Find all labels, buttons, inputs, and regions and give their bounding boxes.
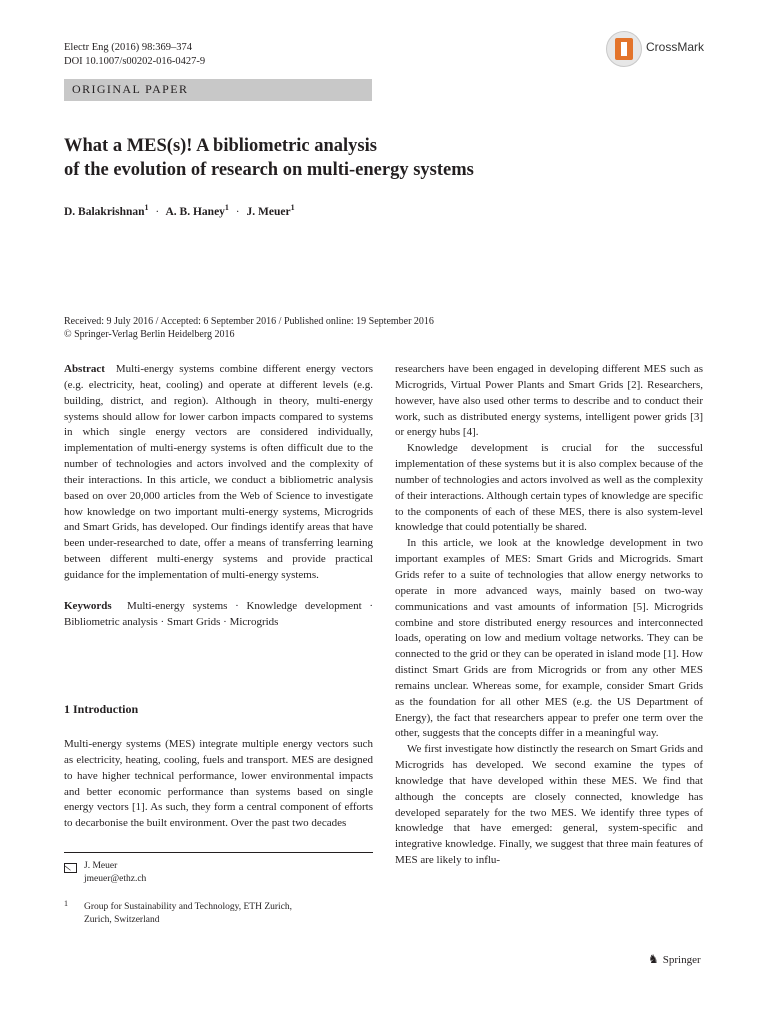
keywords-label: Keywords [64, 599, 112, 612]
author-affiliation-mark: 1 [290, 203, 295, 212]
author-name[interactable]: D. Balakrishnan [64, 205, 145, 218]
left-column [64, 362, 373, 631]
publication-dates [64, 315, 434, 341]
contact-name: J. Meuer [84, 861, 118, 871]
right-para-2: Knowledge development is crucial for the successful implementation of these systems but it is also complex because of the number of technologies and actors involved as well as the complexity of their interactions. Although certain types of knowledge are specific to the components of each of these MES, there is also system-level knowledge that could potentially be shared. [395, 442, 703, 534]
crossmark-label: CrossMark [646, 40, 705, 54]
contact-email[interactable]: jmeuer@ethz.ch [84, 874, 147, 884]
springer-horse-icon: ♞ [648, 952, 659, 966]
envelope-icon [64, 863, 77, 873]
author-affiliation-mark: 1 [144, 203, 149, 212]
keywords [64, 599, 373, 631]
right-para-3: In this article, we look at the knowledge development in two important examples of MES: Smart Grids and Microgrids. Smart Grids refer to a suite of technologies that allow energy networks to operate in more advanced ways, mainly based on two-way communications and vast amounts of information [5]. Microgrids combine and store distributed energy resources and interconnected loads, operating on low and medium voltage networks. They can be connected to the grid or they can be operated in island mode [1]. How distinct Smart Grids are from Microgrids or from any other MES remains unclear. Whereas some, for example, consider Smart Grids as the foundation for all other MES (e.g. the US Department of Energy), the fact that researchers appear to prefer one term over the other, suggests that the concepts differ in a meaningful way. [395, 537, 703, 740]
crossmark-icon [606, 31, 642, 67]
affiliation-number: 1 [64, 899, 68, 908]
journal-meta [64, 41, 205, 69]
section-tag-label: ORIGINAL PAPER [72, 82, 189, 96]
author-separator: · [235, 205, 240, 218]
title-line-2: of the evolution of research on multi-energy systems [64, 160, 474, 180]
affiliation-line-1: Group for Sustainability and Technology, ETH Zurich, [84, 902, 293, 912]
right-para-4: We first investigate how distinctly the research on Smart Grids and Microgrids has developed. We second examine the types of knowledge that have developed within these MES. We find that although the concepts are closely connected, knowledge has developed separately for the two MES. We identify three types of knowledge that have emerged: general, system-specific and integrative knowledge. Finally, we suggest that three main features of MES are likely to influ- [395, 743, 703, 867]
right-column [395, 362, 703, 869]
intro-para-1: Multi-energy systems (MES) integrate multiple energy vectors such as electricity, heating, cooling, fuels and transport. MES are designed to have higher technical performance, lower environmental impacts and better economic performance than systems based on single energy vectors [1]. As such, they form a central component of efforts to decarbonise the built environment. Over the past two decades [64, 738, 373, 830]
author-name[interactable]: J. Meuer [246, 205, 291, 218]
doi-line: DOI 10.1007/s00202-016-0427-9 [64, 56, 206, 67]
crossmark-badge[interactable] [606, 31, 716, 71]
affiliation-line-2: Zurich, Switzerland [84, 915, 160, 925]
right-para-1: researchers have been engaged in developing different MES such as Microgrids, Virtual Power Plants and Smart Grids [2]. Researchers, however, have also used other terms to describe and to conduct their work, such as distributed energy systems, intelligent power grids [3] or energy hubs [4]. [395, 363, 703, 439]
keywords-text: Multi-energy systems · Knowledge development · Bibliometric analysis · Smart Grids · Microgrids [64, 599, 374, 628]
publisher-name: Springer [662, 954, 701, 966]
journal-citation: Electr Eng (2016) 98:369–374 [64, 42, 193, 53]
section-tag [64, 79, 372, 101]
corresponding-author [84, 860, 146, 886]
author-name[interactable]: A. B. Haney [165, 205, 225, 218]
author-separator: · [155, 205, 160, 218]
affiliation [84, 901, 292, 927]
copyright-line: © Springer-Verlag Berlin Heidelberg 2016 [64, 329, 235, 340]
author-list [64, 203, 295, 218]
abstract [64, 362, 373, 584]
abstract-label: Abstract [64, 363, 105, 375]
footnote-divider [64, 852, 373, 853]
dates-line: Received: 9 July 2016 / Accepted: 6 September 2016 / Published online: 19 September 2016 [64, 316, 434, 327]
publisher-footer [648, 952, 701, 967]
title-line-1: What a MES(s)! A bibliometric analysis [64, 136, 377, 156]
introduction-paragraph [64, 737, 373, 832]
abstract-text: Multi-energy systems combine different energy vectors (e.g. electricity, heat, cooling) and operate at different levels (e.g. building, district, and region). Although in theory, multi-energy systems should allow for lower carbon impacts compared to systems in which single energy vectors are considered individually, implementation of multi-energy systems is often difficult due to the number of technologies and actors involved and the complexity of their interactions. In this article, we conduct a bibliometric analysis based on over 20,000 articles from the Web of Science to investigate how knowledge on two important multi-energy systems, Microgrids and Smart Grids, has developed. Our findings identify areas that have been under-researched to date, offer a means of transferring learning between different multi-energy systems and provide practical guidance for the implementation of multi-energy systems. [64, 363, 374, 581]
section-heading-introduction: 1 Introduction [64, 702, 139, 716]
paper-title [64, 134, 584, 182]
author-affiliation-mark: 1 [224, 203, 229, 212]
